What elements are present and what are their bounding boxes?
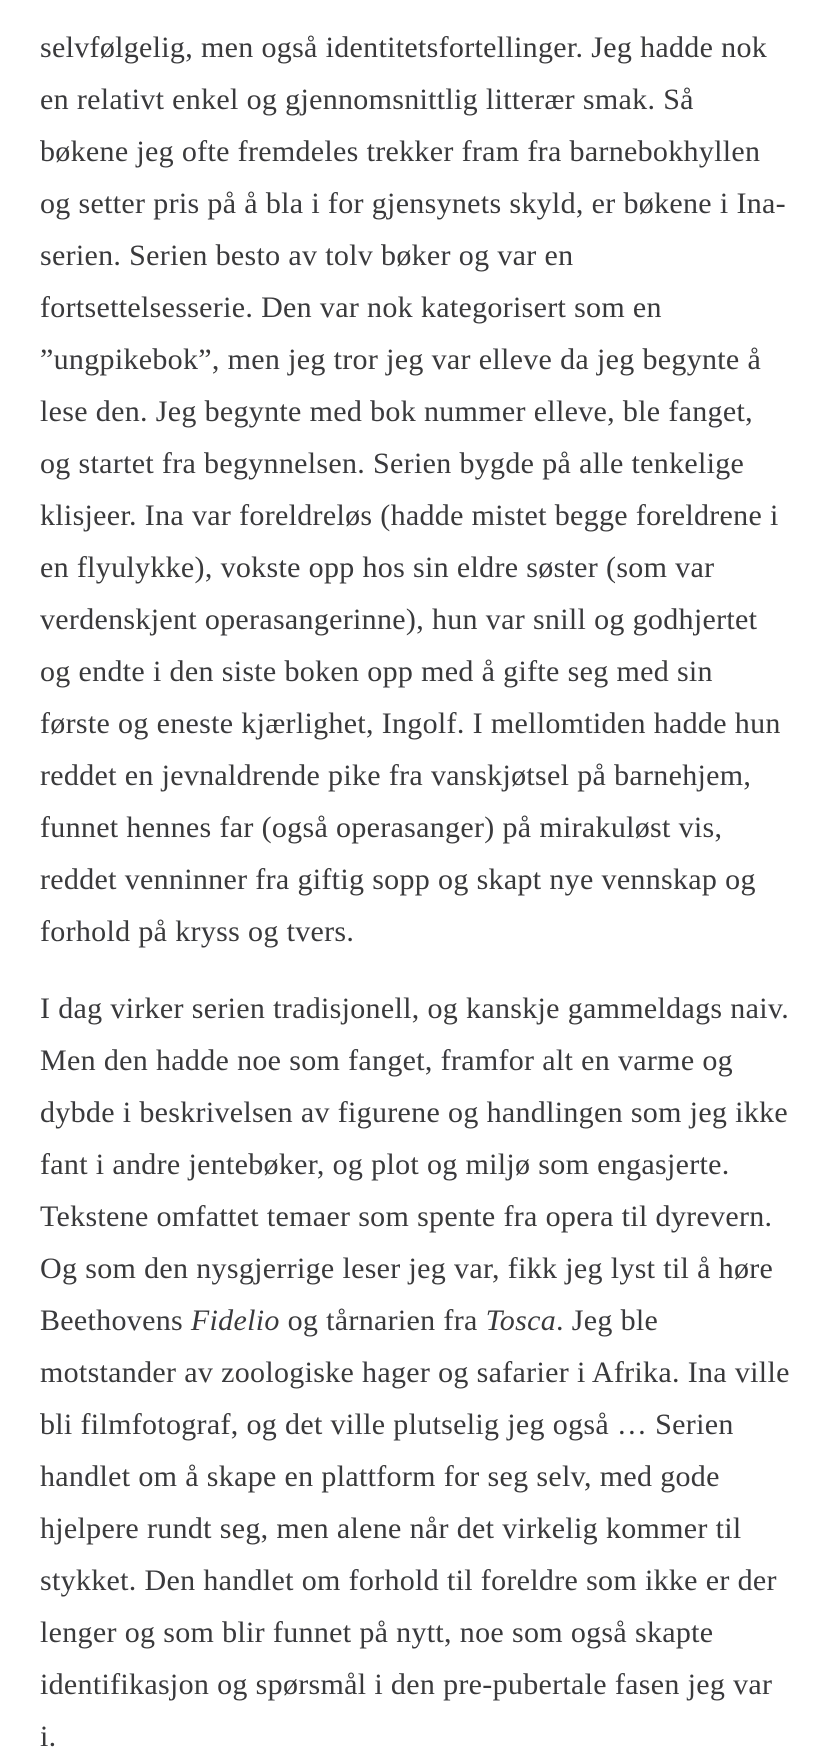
body-paragraph	[40, 983, 790, 1763]
text-run: . Jeg ble motstander av zoologiske hager og safarier i Afrika. Ina ville bli filmfotograf, og det ville plutselig jeg også … Serien handlet om å skape en plattform for seg selv, med gode hjelpere rundt seg, men alene når det virkelig kommer til stykket. Den handlet om forhold til foreldre som ikke er der lenger og som blir funnet på nytt, noe som også skapte identifikasjon og spørsmål i den pre-pubertale fasen jeg var i.	[40, 1304, 790, 1753]
italic-title-run: Fidelio	[190, 1304, 280, 1337]
body-paragraph	[40, 22, 790, 958]
text-run: I dag virker serien tradisjonell, og kanskje gammeldags naiv. Men den hadde noe som fanget, framfor alt en varme og dybde i beskrivelsen av figurene og handlingen som jeg ikke fant i andre jentebøker, og plot og miljø som engasjerte. Tekstene omfattet temaer som spente fra opera til dyrevern. Og som den nysgjerrige leser jeg var, fikk jeg lyst til å høre Beethovens	[40, 992, 790, 1337]
text-run: selvfølgelig, men også identitetsfortellinger. Jeg hadde nok en relativt enkel og gjennomsnittlig litterær smak. Så bøkene jeg ofte fremdeles trekker fram fra barnebokhyllen og setter pris på å bla i for gjensynets skyld, er bøkene i Ina-serien. Serien besto av tolv bøker og var en fortsettelsesserie. Den var nok kategorisert som en ”ungpikebok”, men jeg tror jeg var elleve da jeg begynte å lese den. Jeg begynte med bok nummer elleve, ble fanget, og startet fra begynnelsen. Serien bygde på alle tenkelige klisjeer. Ina var foreldreløs (hadde mistet begge foreldrene i en flyulykke), vokste opp hos sin eldre søster (som var verdenskjent operasangerinne), hun var snill og godhjertet og endte i den siste boken opp med å gifte seg med sin første og eneste kjærlighet, Ingolf. I mellomtiden hadde hun reddet en jevnaldrende pike fra vanskjøtsel på barnehjem, funnet hennes far (også operasanger) på mirakuløst vis, reddet venninner fra giftig sopp og skapt nye vennskap og forhold på kryss og tvers.	[40, 31, 786, 948]
article-body	[40, 22, 790, 1763]
italic-title-run: Tosca	[485, 1304, 556, 1337]
text-run: og tårnarien fra	[279, 1304, 486, 1337]
